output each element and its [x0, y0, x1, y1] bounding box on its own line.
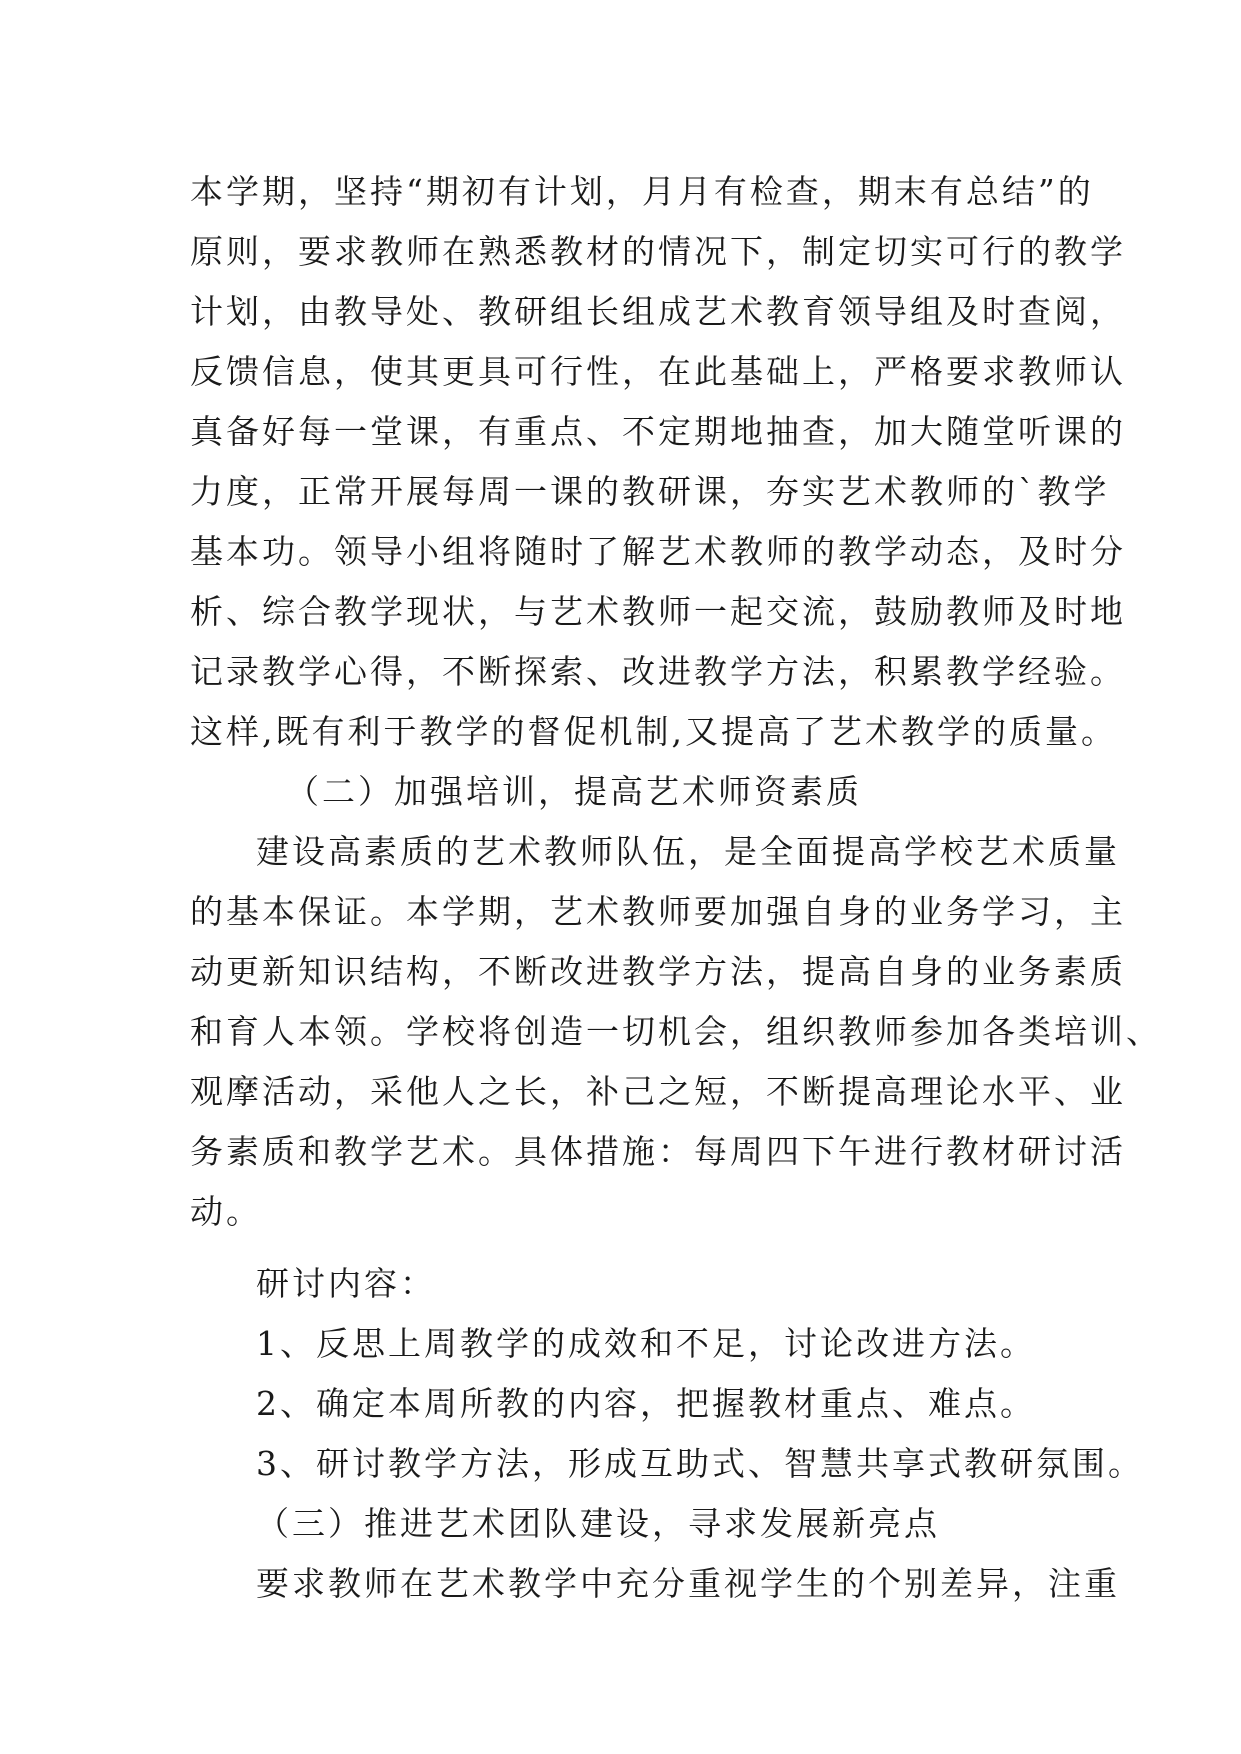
text-line: 原则，要求教师在熟悉教材的情况下，制定切实可行的教学: [190, 232, 1126, 271]
text-line: 析、综合教学现状，与艺术教师一起交流，鼓励教师及时地: [190, 592, 1126, 631]
text-line: 观摩活动，采他人之长，补己之短，不断提高理论水平、业: [190, 1072, 1126, 1111]
list-item: 2、确定本周所教的内容，把握教材重点、难点。: [256, 1384, 1036, 1423]
text-line: 反馈信息，使其更具可行性，在此基础上，严格要求教师认: [190, 352, 1126, 391]
list-intro: 研讨内容：: [256, 1264, 436, 1303]
list-item: 3、研讨教学方法，形成互助式、智慧共享式教研氛围。: [256, 1444, 1144, 1483]
list-item: 1、反思上周教学的成效和不足，讨论改进方法。: [256, 1324, 1036, 1363]
text-line: 力度，正常开展每周一课的教研课，夯实艺术教师的`教学: [190, 472, 1110, 511]
text-line: 动更新知识结构，不断改进教学方法，提高自身的业务素质: [190, 952, 1126, 991]
section-heading: （二）加强培训，提高艺术师资素质: [286, 772, 862, 811]
text-line: 记录教学心得，不断探索、改进教学方法，积累教学经验。: [190, 652, 1126, 691]
document-body: [190, 162, 1162, 1614]
text-line: 这样,既有利于教学的督促机制,又提高了艺术教学的质量。: [190, 712, 1117, 751]
text-line: 务素质和教学艺术。具体措施：每周四下午进行教材研讨活: [190, 1132, 1126, 1171]
text-line: 本学期，坚持“期初有计划，月月有检查，期末有总结”的: [190, 172, 1094, 211]
text-line: 和育人本领。学校将创造一切机会，组织教师参加各类培训、: [190, 1012, 1162, 1051]
text-line: 的基本保证。本学期，艺术教师要加强自身的业务学习，主: [190, 892, 1126, 931]
paragraph-first-line: 建设高素质的艺术教师队伍，是全面提高学校艺术质量: [256, 832, 1120, 871]
text-line: 动。: [190, 1192, 262, 1231]
paragraph-first-line: 要求教师在艺术教学中充分重视学生的个别差异，注重: [256, 1564, 1120, 1603]
text-line: 计划，由教导处、教研组长组成艺术教育领导组及时查阅，: [190, 292, 1126, 331]
section-heading: （三）推进艺术团队建设，寻求发展新亮点: [256, 1504, 940, 1543]
text-line: 真备好每一堂课，有重点、不定期地抽查，加大随堂听课的: [190, 412, 1126, 451]
text-line: 基本功。领导小组将随时了解艺术教师的教学动态，及时分: [190, 532, 1126, 571]
